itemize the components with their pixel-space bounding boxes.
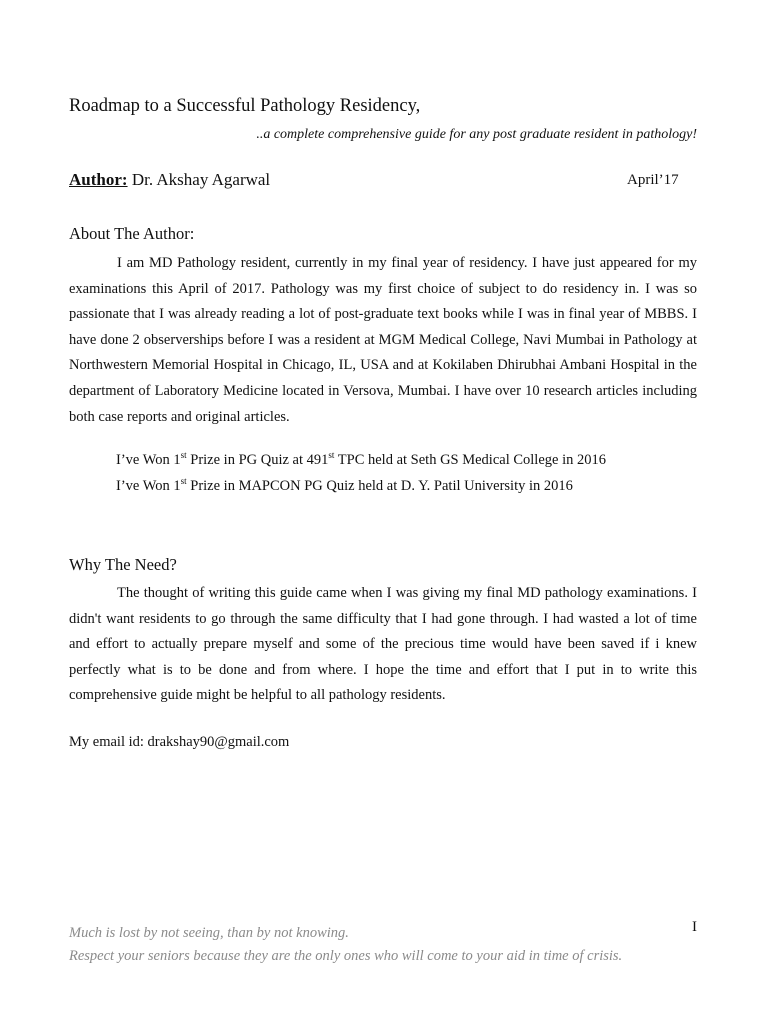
prize-text: I’ve Won 1 — [116, 452, 181, 468]
prize-text: I’ve Won 1 — [116, 478, 181, 494]
document-title: Roadmap to a Successful Pathology Residency, — [69, 96, 421, 116]
author-name: Dr. Akshay Agarwal — [131, 170, 271, 189]
footer-quote-line-2: Respect your seniors because they are the only ones who will come to your aid in time of crisis. — [69, 948, 623, 964]
prize-text: TPC held at Seth GS Medical College in 2016 — [334, 452, 606, 468]
about-heading: About The Author: — [69, 224, 195, 243]
prize-line — [116, 478, 573, 495]
document-date: April’17 — [627, 172, 679, 188]
prize-line — [116, 452, 606, 469]
author-label: Author: — [69, 170, 128, 189]
prize-superscript: st — [180, 450, 187, 460]
footer-quote-line-1: Much is lost by not seeing, than by not knowing. — [69, 925, 349, 941]
document-subtitle: ..a complete comprehensive guide for any post graduate resident in pathology! — [256, 127, 697, 142]
author-line — [69, 170, 270, 190]
prize-text: Prize in MAPCON PG Quiz held at D. Y. Patil University in 2016 — [186, 478, 573, 494]
prize-superscript: st — [328, 450, 335, 460]
email-line: My email id: drakshay90@gmail.com — [69, 734, 290, 750]
need-paragraph: The thought of writing this guide came when I was giving my final MD pathology examinations. I didn't want residents to go through the same difficulty that I had gone through. I had wasted a lot of time and effort to actually prepare myself and some of the precious time would have been saved if i knew perfectly what is to be done and from where. I hope the time and effort that I put in to write this comprehensive guide might be helpful to all pathology residents. — [69, 585, 697, 704]
prize-superscript: st — [180, 476, 187, 486]
need-heading: Why The Need? — [69, 555, 177, 574]
page-number: I — [692, 919, 697, 935]
about-paragraph: I am MD Pathology resident, currently in my final year of residency. I have just appeared for my examinations this April of 2017. Pathology was my first choice of subject to do residency in. I was so passionate that I was already reading a lot of post-graduate text books while I was in final year of MBBS. I have done 2 observerships before I was a resident at MGM Medical College, Navi Mumbai in Pathology at Northwestern Memorial Hospital in Chicago, IL, USA and at Kokilaben Dhirubhai Ambani Hospital in the department of Laboratory Medicine located in Versova, Mumbai. I have over 10 research articles including both case reports and original articles. — [69, 255, 697, 425]
footer-quote — [69, 922, 622, 968]
prize-text: Prize in PG Quiz at 491 — [186, 452, 329, 468]
